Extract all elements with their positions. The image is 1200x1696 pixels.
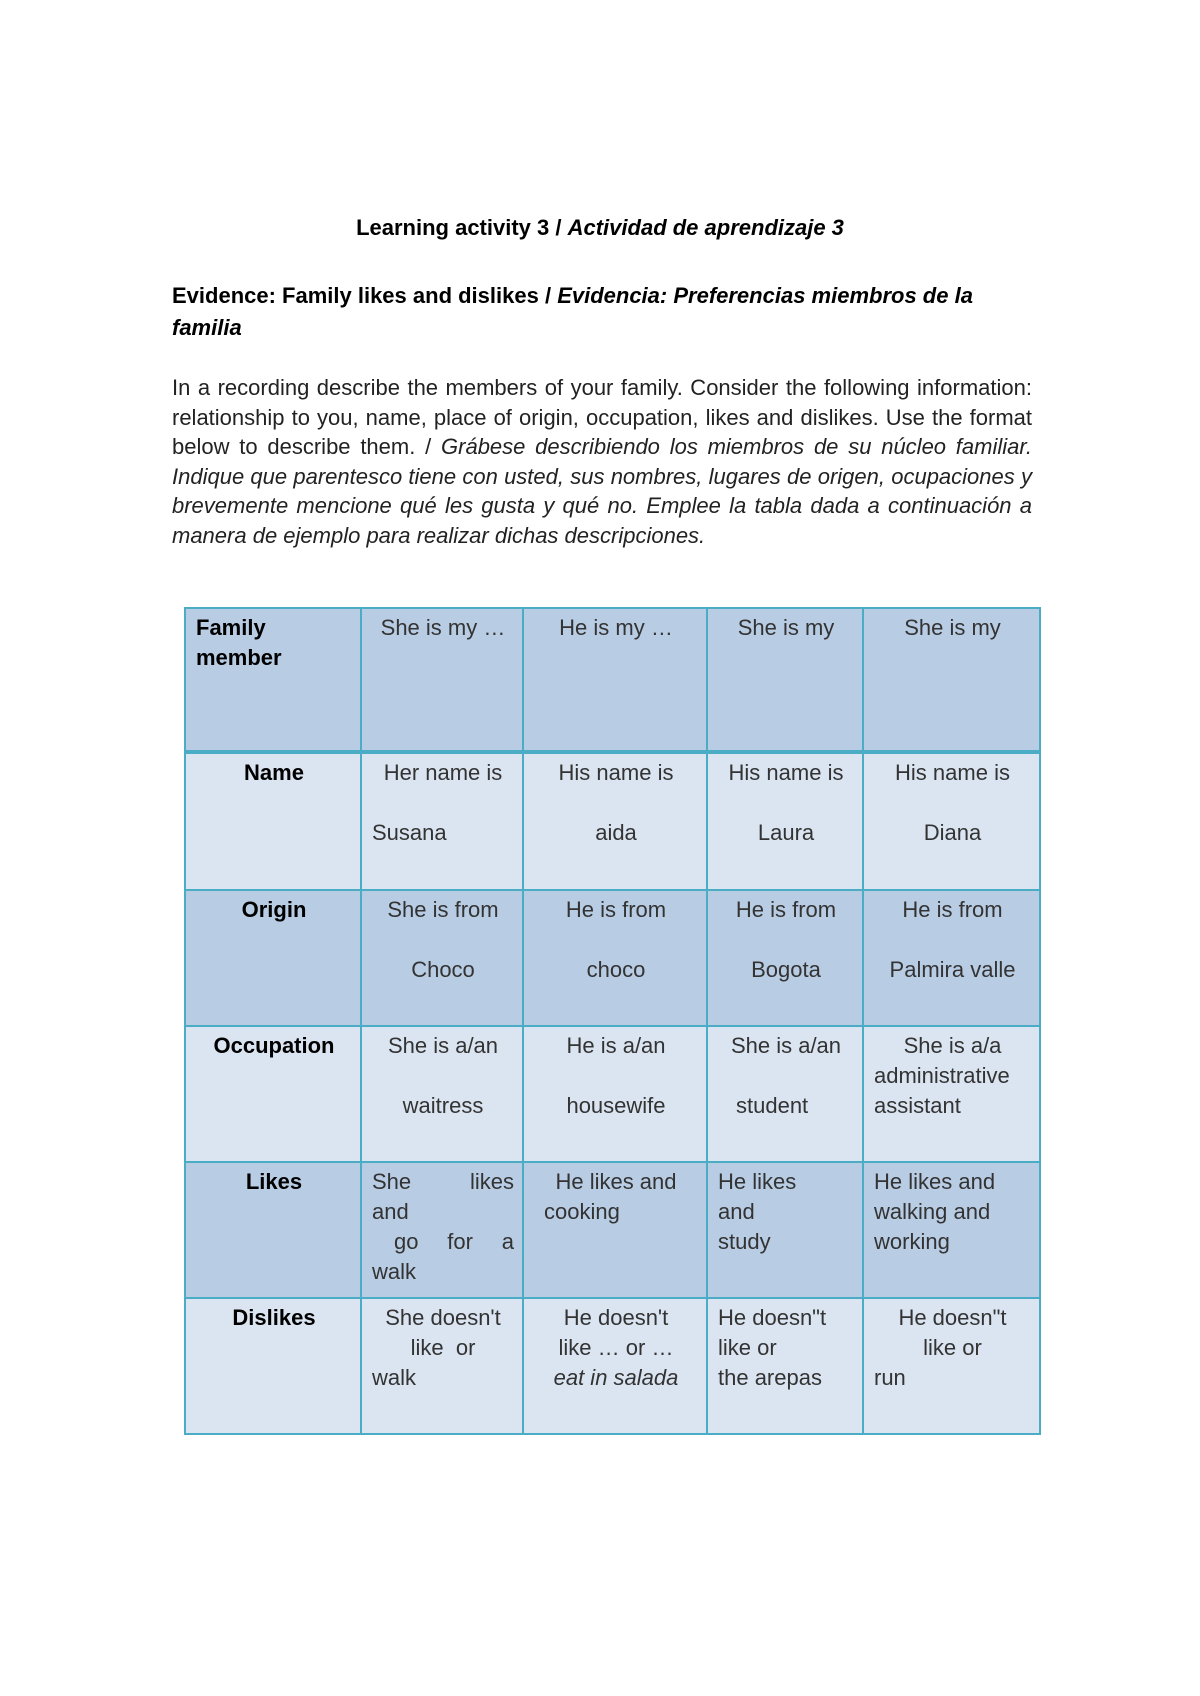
cell-line: run xyxy=(874,1365,906,1390)
cell-line: study xyxy=(718,1229,771,1254)
header-name: Name xyxy=(185,752,361,890)
evidence-separator: / xyxy=(538,283,558,308)
cell-line: and xyxy=(372,1199,409,1224)
cell-line: Palmira valle xyxy=(889,957,1016,982)
family-table xyxy=(184,607,1041,1435)
occupation-cell-4 xyxy=(863,1026,1040,1162)
instructions-spanish: Grábese describiendo los miembros de su núcleo familiar. Indique que parentesco tiene con usted, sus nombres, lugares de origen, ocupaciones y brevemente mencione qué les gusta y qué no. Emplee la tabla dada a continuación a manera de ejemplo para realizar dichas descripciones. xyxy=(172,434,1033,548)
word: likes xyxy=(469,1169,514,1194)
evidence-english: Evidence: Family likes and dislikes xyxy=(172,283,539,308)
cell-line: walking and xyxy=(874,1199,991,1224)
cell-line: eat in salada xyxy=(553,1365,679,1390)
table-row-family-member xyxy=(185,608,1040,752)
name-cell-2 xyxy=(523,752,707,890)
header-likes: Likes xyxy=(185,1162,361,1298)
cell-line: He is from xyxy=(565,897,667,922)
cell-line: Choco xyxy=(411,957,475,982)
cell-line: He doesn't xyxy=(563,1305,669,1330)
cell-line: assistant xyxy=(874,1093,961,1118)
cell-line: housewife xyxy=(566,1093,666,1118)
evidence-heading xyxy=(172,280,1032,344)
instructions-english: In a recording describe the members of your family. Consider the following information: relationship to you, name, place of origin, occupation, likes and dislikes. Use the format below to describe them. xyxy=(172,375,1032,459)
occupation-cell-2 xyxy=(523,1026,707,1162)
dislikes-cell-2 xyxy=(523,1298,707,1434)
cell-line: student xyxy=(736,1093,809,1118)
cell-line: choco xyxy=(586,957,646,982)
cell-line: Laura xyxy=(757,820,815,845)
member-cell-3: She is my xyxy=(707,608,863,752)
header-occupation: Occupation xyxy=(185,1026,361,1162)
cell-line: aida xyxy=(595,820,637,845)
likes-cell-3 xyxy=(707,1162,863,1298)
cell-line xyxy=(372,1227,514,1257)
origin-cell-1 xyxy=(361,890,523,1026)
cell-line: She is from xyxy=(387,897,499,922)
title-spanish: Actividad de aprendizaje 3 xyxy=(567,215,844,240)
cell-line: like or xyxy=(410,1335,476,1360)
origin-cell-2 xyxy=(523,890,707,1026)
cell-line: She is a/a xyxy=(903,1033,1002,1058)
table-row-likes xyxy=(185,1162,1040,1298)
name-cell-1 xyxy=(361,752,523,890)
cell-line: administrative xyxy=(874,1063,1010,1088)
word: She xyxy=(372,1169,412,1194)
cell-line: She is a/an xyxy=(730,1033,842,1058)
cell-line: waitress xyxy=(402,1093,484,1118)
cell-line: Diana xyxy=(923,820,982,845)
title-english: Learning activity 3 xyxy=(356,215,550,240)
cell-line: like or xyxy=(718,1335,777,1360)
cell-line: He is from xyxy=(735,897,837,922)
origin-cell-4 xyxy=(863,890,1040,1026)
member-cell-4: She is my xyxy=(863,608,1040,752)
cell-line: walk xyxy=(372,1259,417,1284)
cell-line: cooking xyxy=(544,1199,620,1224)
cell-line: His name is xyxy=(558,760,674,785)
word: go xyxy=(394,1229,419,1254)
dislikes-cell-4 xyxy=(863,1298,1040,1434)
cell-line: He is a/an xyxy=(566,1033,666,1058)
member-cell-2: He is my … xyxy=(523,608,707,752)
cell-line: the arepas xyxy=(718,1365,822,1390)
name-cell-3 xyxy=(707,752,863,890)
evidence-spanish: Evidencia: Preferencias miembros de la familia xyxy=(172,283,973,340)
cell-line: She is a/an xyxy=(387,1033,499,1058)
cell-line: Her name is xyxy=(383,760,503,785)
cell-line: His name is xyxy=(895,760,1010,785)
header-family-member xyxy=(185,608,361,752)
word: for xyxy=(447,1229,473,1254)
header-dislikes: Dislikes xyxy=(185,1298,361,1434)
dislikes-cell-3 xyxy=(707,1298,863,1434)
likes-cell-2 xyxy=(523,1162,707,1298)
cell-line: like … or … xyxy=(558,1335,674,1360)
likes-cell-4 xyxy=(863,1162,1040,1298)
origin-cell-3 xyxy=(707,890,863,1026)
cell-line: and xyxy=(718,1199,755,1224)
table-row-origin xyxy=(185,890,1040,1026)
dislikes-cell-1 xyxy=(361,1298,523,1434)
likes-cell-1 xyxy=(361,1162,523,1298)
cell-line: working xyxy=(874,1229,950,1254)
instructions-separator: / xyxy=(415,434,442,459)
cell-line: He doesn"t xyxy=(718,1305,827,1330)
header-line: member xyxy=(196,645,282,670)
cell-line: walk xyxy=(372,1365,417,1390)
cell-line xyxy=(372,1167,514,1197)
activity-title xyxy=(0,214,1200,242)
cell-line: He likes and xyxy=(555,1169,677,1194)
cell-line: He likes xyxy=(718,1169,797,1194)
cell-line: His name is xyxy=(728,760,844,785)
cell-line: He doesn"t xyxy=(898,1305,1007,1330)
title-separator: / xyxy=(549,215,568,240)
cell-line: She doesn't xyxy=(385,1305,501,1330)
table-row-name xyxy=(185,752,1040,890)
word: a xyxy=(501,1229,514,1254)
member-cell-1: She is my … xyxy=(361,608,523,752)
instructions-paragraph xyxy=(172,373,1032,550)
cell-line: like or xyxy=(923,1335,982,1360)
cell-line: He is from xyxy=(902,897,1003,922)
occupation-cell-1 xyxy=(361,1026,523,1162)
header-origin: Origin xyxy=(185,890,361,1026)
cell-line: Bogota xyxy=(751,957,821,982)
header-line: Family xyxy=(196,615,266,640)
cell-line: Susana xyxy=(372,820,447,845)
name-cell-4 xyxy=(863,752,1040,890)
table-row-dislikes xyxy=(185,1298,1040,1434)
table-row-occupation xyxy=(185,1026,1040,1162)
occupation-cell-3 xyxy=(707,1026,863,1162)
cell-line: He likes and xyxy=(874,1169,996,1194)
